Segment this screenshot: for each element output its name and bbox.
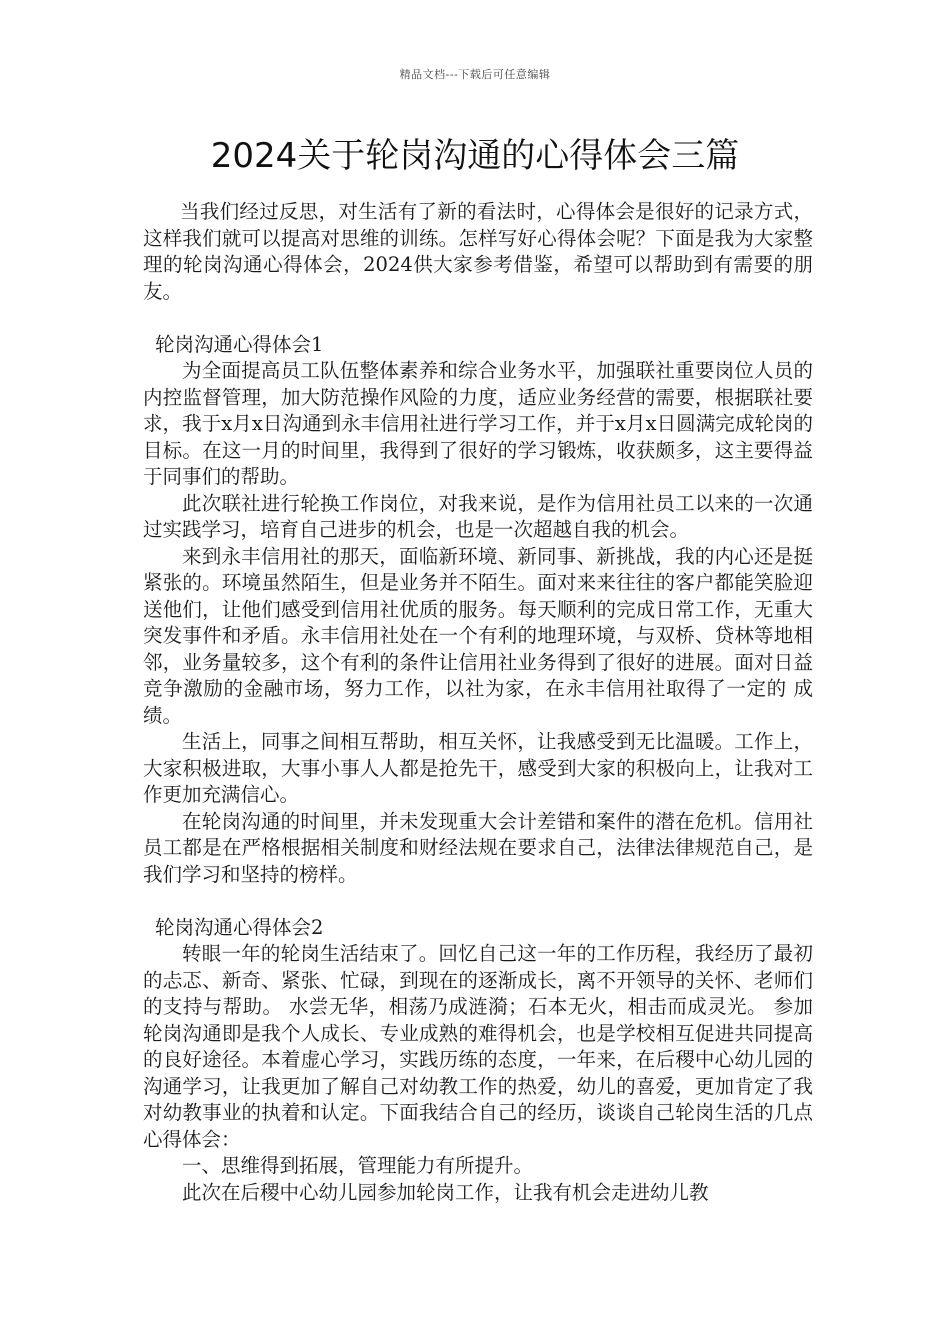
section2-paragraph: 此次在后稷中心幼儿园参加轮岗工作，让我有机会走进幼儿教	[182, 1180, 709, 1204]
section2-paragraph: 转眼一年的轮岗生活结束了。回忆自己这一年的工作历程，我经历了最初的忐忑、新奇、紧张、忙碌，到现在的逐渐成长，离不开领导的关怀、老师们的支持与帮助。 水尝无华，相荡乃成涟漪；石本无火，相击而成灵光。 参加轮岗沟通即是我个人成长、专业成熟的难得机会，也是学校相互促进共同提高的良好途径。本着虚心学习，实践历练的态度，一年来，在后稷中心幼儿园的沟通学习，让我更加了解自己对幼教工作的热爱，幼儿的喜爱，更加肯定了我对幼教事业的执着和认定。下面我结合自己的经历，谈谈自己轮岗生活的几点心得体会：	[143, 942, 813, 1151]
section-heading-1: 轮岗沟通心得体会1	[155, 332, 324, 356]
section1-paragraph: 为全面提高员工队伍整体素养和综合业务水平，加强联社重要岗位人员的内控监督管理，加大防范操作风险的力度，适应业务经营的需要，根据联社要求，我于x月x日沟通到永丰信用社进行学习工作，并于x月x日圆满完成轮岗的目标。在这一月的时间里，我得到了很好的学习锻炼，收获颇多，这主要得益于同事们的帮助。	[143, 359, 813, 488]
section1-paragraph: 来到永丰信用社的那天，面临新环境、新同事、新挑战，我的内心还是挺紧张的。环境虽然陌生，但是业务并不陌生。面对来来往往的客户都能笑脸迎送他们，让他们感受到信用社优质的服务。每天顺利的完成日常工作，无重大突发事件和矛盾。永丰信用社处在一个有利的地理环境，与双桥、贷林等地相邻，业务量较多，这个有利的条件让信用社业务得到了很好的进展。面对日益竞争激励的金融市场，努力工作，以社为家，在永丰信用社取得了一定的 成绩。	[143, 544, 813, 727]
page-header: 精品文档---下载后可任意编辑	[399, 68, 551, 81]
section1-paragraph: 在轮岗沟通的时间里，并未发现重大会计差错和案件的潜在危机。信用社员工都是在严格根据相关制度和财经法规在要求自己，法律法律规范自己，是我们学习和坚持的榜样。	[143, 809, 813, 886]
intro-paragraph: 当我们经过反思，对生活有了新的看法时，心得体会是很好的记录方式，这样我们就可以提高对思维的训练。怎样写好心得体会呢？下面是我为大家整理的轮岗沟通心得体会，2024供大家参考借鉴，希望可以帮助到有需要的朋友。	[143, 200, 813, 303]
section2-paragraph: 一、思维得到拓展，管理能力有所提升。	[182, 1154, 534, 1177]
document-title: 2024关于轮岗沟通的心得体会三篇	[210, 136, 740, 176]
section1-paragraph: 此次联社进行轮换工作岗位，对我来说，是作为信用社员工以来的一次通过实践学习，培育自己进步的机会，也是一次超越自我的机会。	[143, 491, 813, 541]
document-body	[143, 199, 813, 1206]
section-heading-2: 轮岗沟通心得体会2	[155, 915, 324, 939]
section1-paragraph: 生活上，同事之间相互帮助，相互关怀，让我感受到无比温暖。工作上，大家积极进取，大事小事人人都是抢先干，感受到大家的积极向上，让我对工作更加充满信心。	[143, 730, 813, 806]
